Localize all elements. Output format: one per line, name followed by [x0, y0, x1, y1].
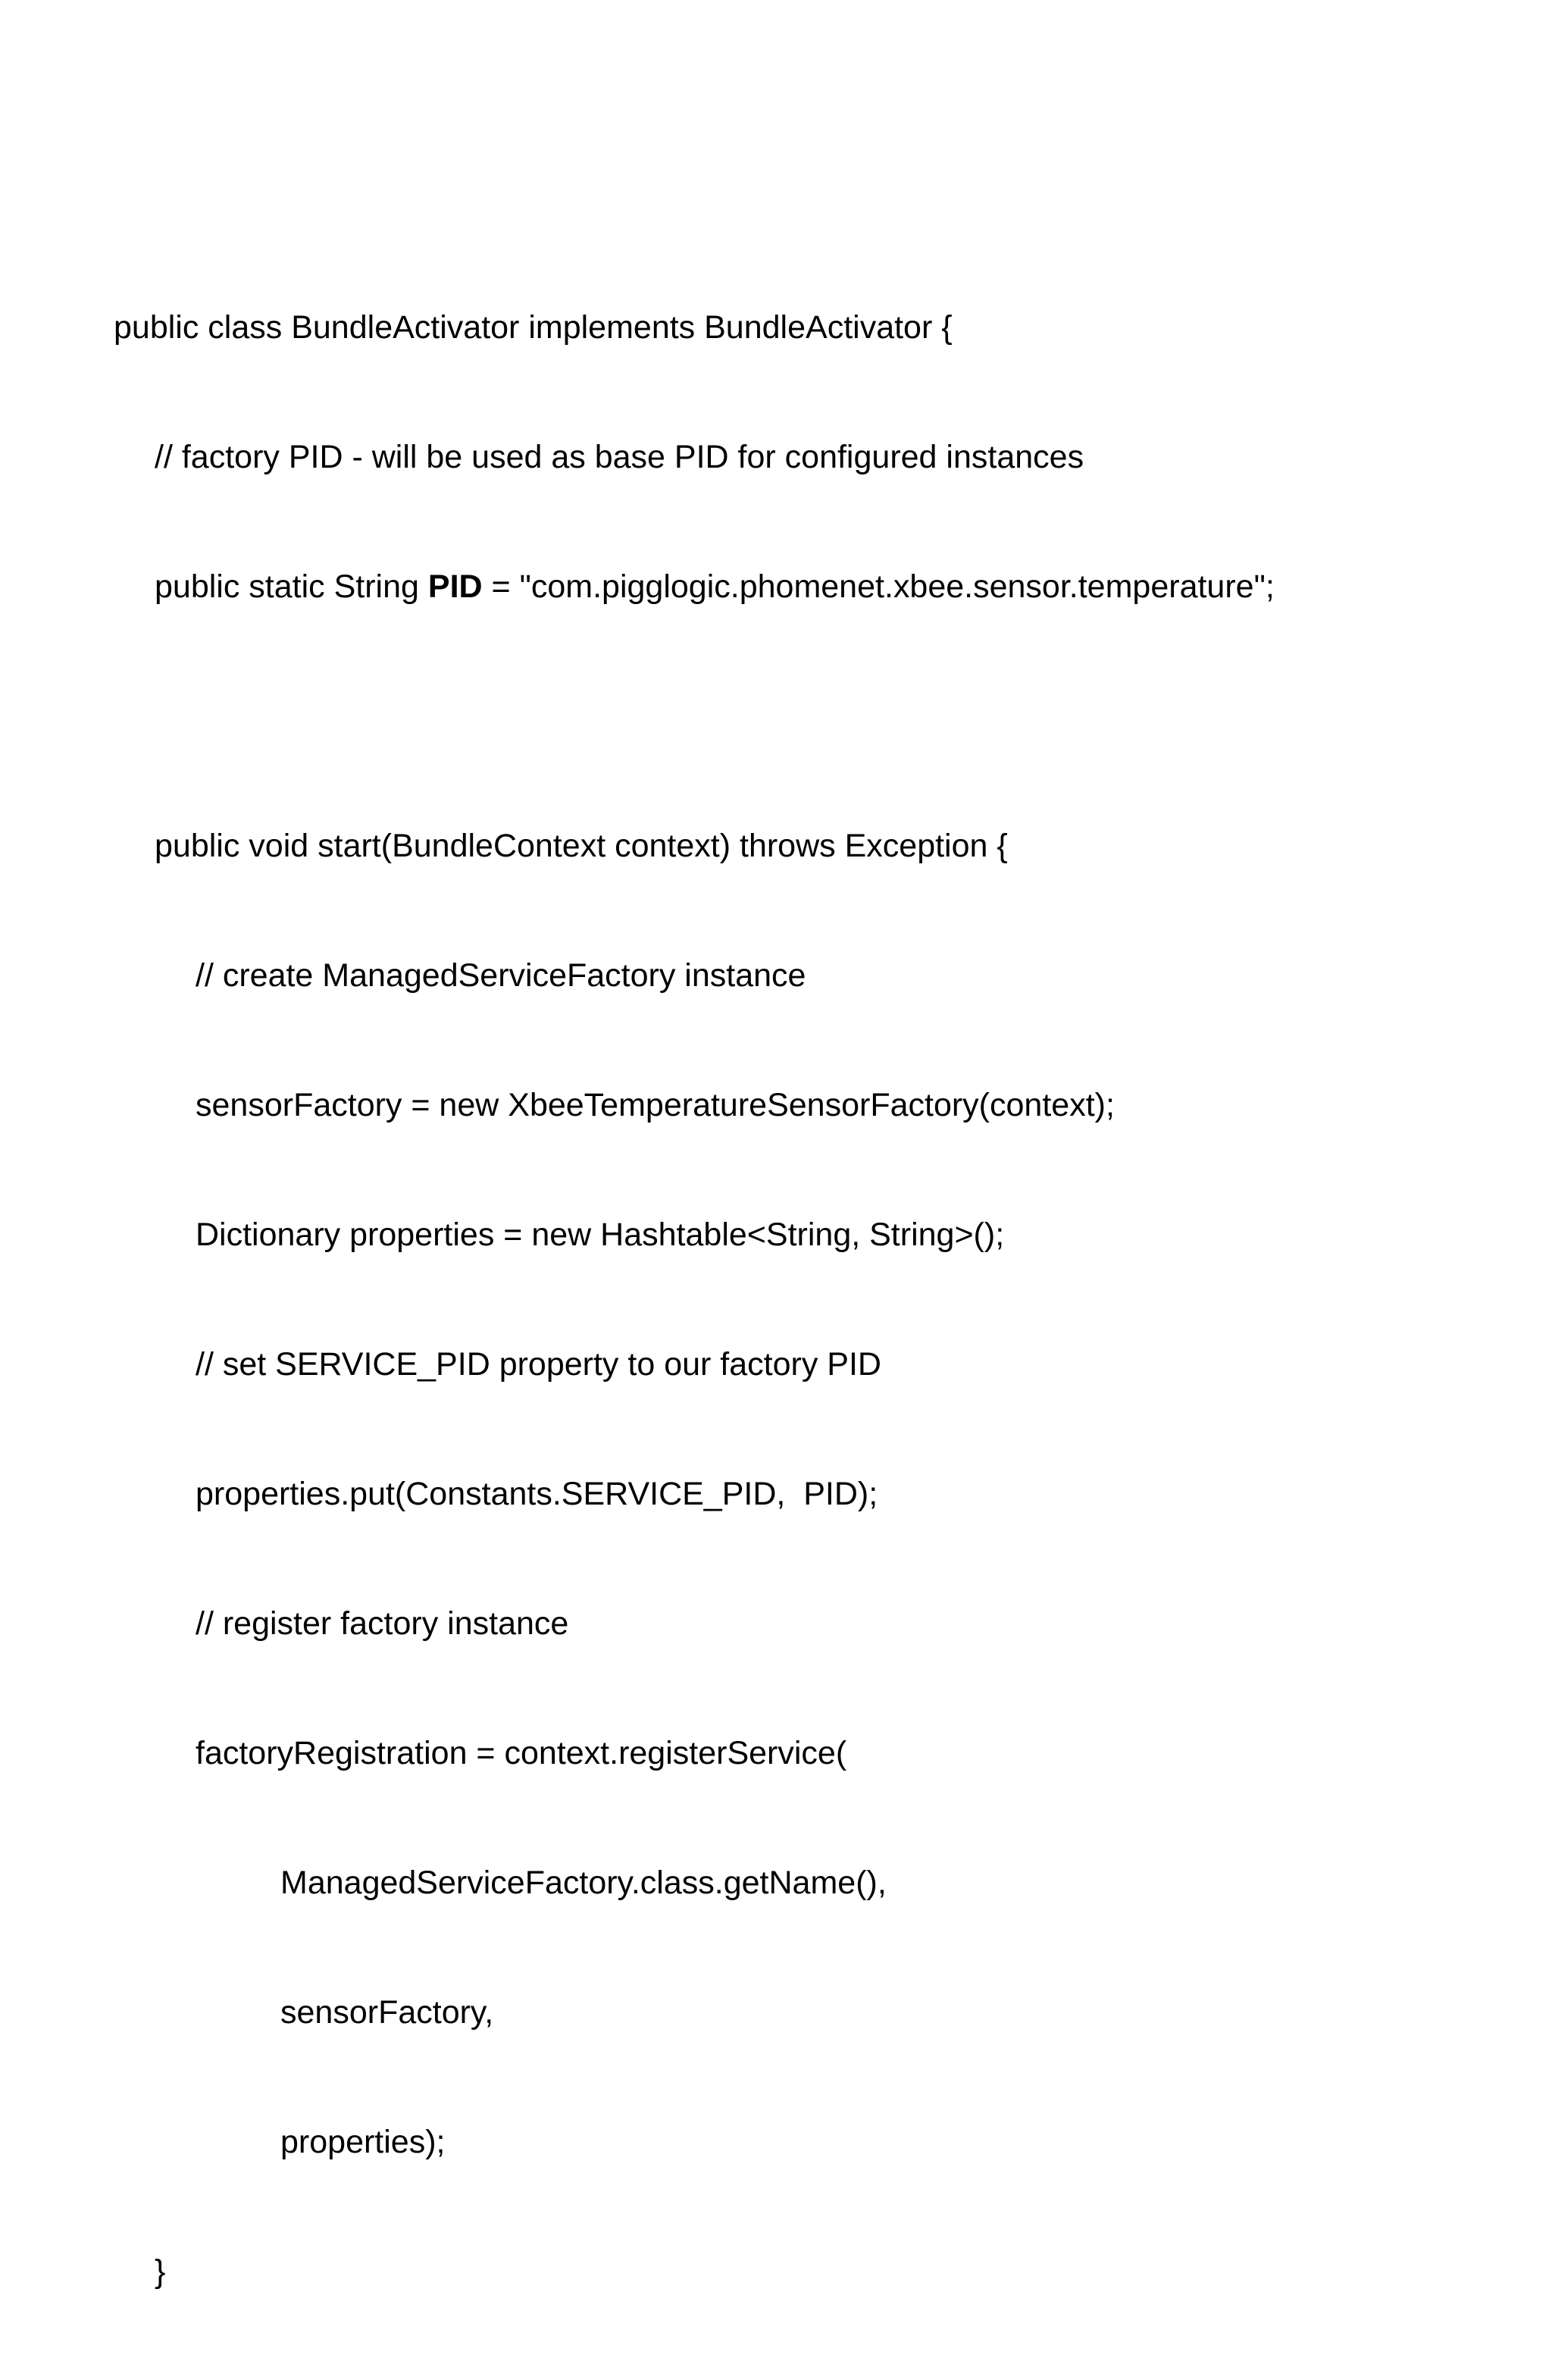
code-line-factory-registration: factoryRegistration = context.registerService( [196, 1735, 847, 1771]
code-line-blank [114, 695, 1275, 738]
pid-declaration-prefix: public static String [155, 568, 428, 605]
pid-identifier: PID [427, 568, 483, 605]
pid-declaration-value: = "com.pigglogic.phomenet.xbee.sensor.temperature"; [482, 568, 1275, 605]
code-line-class-declaration: public class BundleActivator implements BundleActivator { [114, 309, 953, 346]
code-line-comment-create-factory: // create ManagedServiceFactory instance [196, 957, 806, 994]
code-line-sensor-factory: sensorFactory = new XbeeTemperatureSensorFactory(context); [196, 1087, 1115, 1123]
code-line-comment-factory-pid: // factory PID - will be used as base PID for configured instances [155, 439, 1084, 475]
code-line-start-method: public void start(BundleContext context) throws Exception { [155, 828, 1008, 864]
code-line-comment-service-pid: // set SERVICE_PID property to our factory PID [196, 1346, 881, 1383]
code-line-properties-put: properties.put(Constants.SERVICE_PID, PID); [196, 1476, 878, 1512]
code-line-argument-sensor-factory: sensorFactory, [280, 1994, 494, 2031]
code-line-dictionary: Dictionary properties = new Hashtable<String, String>(); [196, 1217, 1005, 1253]
code-line-pid-declaration [114, 565, 1275, 609]
code-line-comment-register: // register factory instance [196, 1605, 569, 1642]
code-line-argument-class-name: ManagedServiceFactory.class.getName(), [280, 1865, 887, 1901]
code-line-closing-brace: } [155, 2253, 166, 2290]
code-line-argument-properties: properties); [280, 2124, 446, 2160]
code-block [114, 220, 1275, 2380]
